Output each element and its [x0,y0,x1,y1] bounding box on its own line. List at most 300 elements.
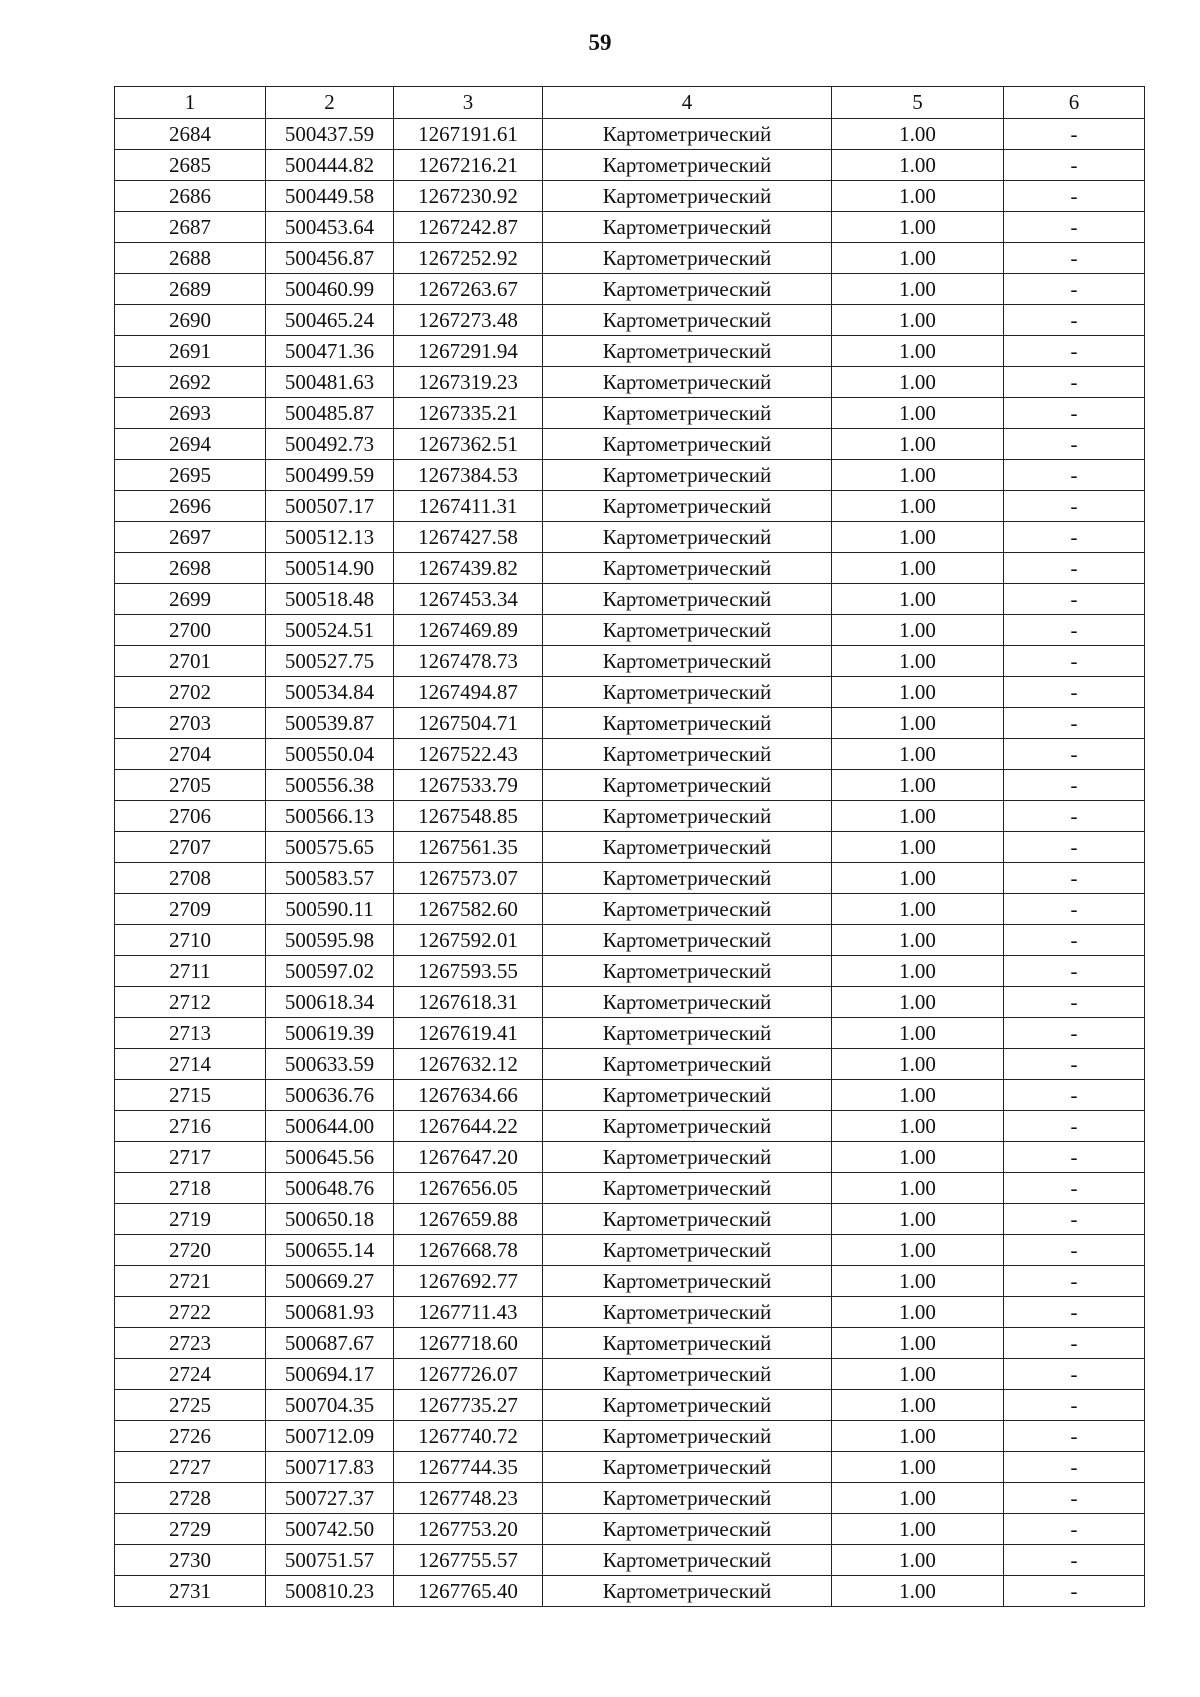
header-cell-6: 6 [1004,87,1145,119]
cell-note: - [1004,336,1145,367]
cell-note: - [1004,739,1145,770]
cell-point-number: 2712 [115,987,266,1018]
cell-method: Картометрический [543,1204,832,1235]
cell-method: Картометрический [543,987,832,1018]
cell-point-number: 2713 [115,1018,266,1049]
cell-coord-y: 1267469.89 [394,615,543,646]
cell-point-number: 2720 [115,1235,266,1266]
cell-accuracy: 1.00 [832,1452,1004,1483]
cell-accuracy: 1.00 [832,336,1004,367]
cell-coord-y: 1267765.40 [394,1576,543,1607]
cell-coord-x: 500681.93 [266,1297,394,1328]
cell-point-number: 2718 [115,1173,266,1204]
cell-method: Картометрический [543,305,832,336]
cell-point-number: 2728 [115,1483,266,1514]
cell-coord-x: 500534.84 [266,677,394,708]
cell-coord-y: 1267384.53 [394,460,543,491]
cell-coord-y: 1267656.05 [394,1173,543,1204]
cell-method: Картометрический [543,956,832,987]
cell-method: Картометрический [543,1514,832,1545]
table-row [115,615,1145,646]
cell-coord-y: 1267494.87 [394,677,543,708]
cell-coord-x: 500595.98 [266,925,394,956]
cell-accuracy: 1.00 [832,1390,1004,1421]
cell-method: Картометрический [543,1390,832,1421]
cell-accuracy: 1.00 [832,894,1004,925]
cell-note: - [1004,1080,1145,1111]
cell-accuracy: 1.00 [832,1173,1004,1204]
cell-coord-x: 500444.82 [266,150,394,181]
cell-point-number: 2692 [115,367,266,398]
header-cell-2: 2 [266,87,394,119]
cell-note: - [1004,801,1145,832]
cell-coord-x: 500618.34 [266,987,394,1018]
cell-coord-x: 500556.38 [266,770,394,801]
cell-note: - [1004,367,1145,398]
cell-note: - [1004,925,1145,956]
cell-accuracy: 1.00 [832,1018,1004,1049]
cell-coord-y: 1267291.94 [394,336,543,367]
cell-note: - [1004,770,1145,801]
cell-coord-y: 1267522.43 [394,739,543,770]
cell-point-number: 2695 [115,460,266,491]
table-row [115,956,1145,987]
cell-accuracy: 1.00 [832,522,1004,553]
cell-note: - [1004,274,1145,305]
table-row [115,1545,1145,1576]
cell-accuracy: 1.00 [832,1297,1004,1328]
cell-point-number: 2709 [115,894,266,925]
cell-coord-x: 500527.75 [266,646,394,677]
cell-coord-y: 1267593.55 [394,956,543,987]
cell-point-number: 2729 [115,1514,266,1545]
cell-point-number: 2725 [115,1390,266,1421]
cell-coord-y: 1267644.22 [394,1111,543,1142]
cell-coord-x: 500550.04 [266,739,394,770]
cell-note: - [1004,150,1145,181]
cell-coord-x: 500437.59 [266,119,394,150]
table-row [115,1049,1145,1080]
cell-method: Картометрический [543,336,832,367]
table-row [115,1390,1145,1421]
cell-coord-y: 1267427.58 [394,522,543,553]
cell-note: - [1004,243,1145,274]
cell-method: Картометрический [543,150,832,181]
cell-accuracy: 1.00 [832,770,1004,801]
cell-coord-x: 500742.50 [266,1514,394,1545]
cell-coord-x: 500514.90 [266,553,394,584]
cell-note: - [1004,1142,1145,1173]
cell-coord-x: 500465.24 [266,305,394,336]
cell-accuracy: 1.00 [832,677,1004,708]
cell-method: Картометрический [543,584,832,615]
cell-method: Картометрический [543,770,832,801]
cell-point-number: 2715 [115,1080,266,1111]
cell-method: Картометрический [543,1328,832,1359]
cell-method: Картометрический [543,460,832,491]
cell-coord-x: 500648.76 [266,1173,394,1204]
cell-accuracy: 1.00 [832,1049,1004,1080]
cell-method: Картометрический [543,1080,832,1111]
cell-method: Картометрический [543,1576,832,1607]
cell-accuracy: 1.00 [832,1421,1004,1452]
cell-point-number: 2714 [115,1049,266,1080]
cell-method: Картометрический [543,1049,832,1080]
cell-coord-y: 1267362.51 [394,429,543,460]
cell-note: - [1004,894,1145,925]
cell-coord-y: 1267659.88 [394,1204,543,1235]
cell-coord-x: 500524.51 [266,615,394,646]
cell-note: - [1004,708,1145,739]
cell-method: Картометрический [543,553,832,584]
cell-point-number: 2722 [115,1297,266,1328]
cell-method: Картометрический [543,398,832,429]
cell-coord-y: 1267711.43 [394,1297,543,1328]
cell-point-number: 2711 [115,956,266,987]
table-row [115,1514,1145,1545]
cell-note: - [1004,956,1145,987]
table-row [115,894,1145,925]
cell-coord-x: 500655.14 [266,1235,394,1266]
cell-accuracy: 1.00 [832,491,1004,522]
cell-method: Картометрический [543,243,832,274]
cell-method: Картометрический [543,212,832,243]
cell-accuracy: 1.00 [832,615,1004,646]
cell-note: - [1004,491,1145,522]
cell-method: Картометрический [543,1266,832,1297]
cell-point-number: 2719 [115,1204,266,1235]
cell-point-number: 2726 [115,1421,266,1452]
cell-coord-x: 500499.59 [266,460,394,491]
cell-point-number: 2688 [115,243,266,274]
cell-coord-x: 500650.18 [266,1204,394,1235]
cell-coord-y: 1267748.23 [394,1483,543,1514]
header-cell-5: 5 [832,87,1004,119]
cell-coord-x: 500727.37 [266,1483,394,1514]
cell-coord-y: 1267647.20 [394,1142,543,1173]
cell-accuracy: 1.00 [832,863,1004,894]
cell-coord-y: 1267478.73 [394,646,543,677]
table-row [115,1173,1145,1204]
table-row [115,119,1145,150]
table-row [115,553,1145,584]
cell-accuracy: 1.00 [832,460,1004,491]
cell-method: Картометрический [543,894,832,925]
cell-coord-x: 500471.36 [266,336,394,367]
cell-coord-x: 500539.87 [266,708,394,739]
cell-coord-y: 1267692.77 [394,1266,543,1297]
table-row [115,1142,1145,1173]
table-row [115,1235,1145,1266]
cell-accuracy: 1.00 [832,1328,1004,1359]
cell-point-number: 2701 [115,646,266,677]
cell-point-number: 2721 [115,1266,266,1297]
cell-method: Картометрический [543,1452,832,1483]
cell-note: - [1004,1545,1145,1576]
cell-coord-y: 1267632.12 [394,1049,543,1080]
table-row [115,429,1145,460]
cell-coord-y: 1267191.61 [394,119,543,150]
table-row [115,367,1145,398]
table-row [115,243,1145,274]
header-cell-3: 3 [394,87,543,119]
table-row [115,305,1145,336]
cell-method: Картометрический [543,367,832,398]
cell-point-number: 2723 [115,1328,266,1359]
cell-method: Картометрический [543,181,832,212]
cell-accuracy: 1.00 [832,150,1004,181]
table-row [115,212,1145,243]
cell-note: - [1004,584,1145,615]
cell-coord-y: 1267453.34 [394,584,543,615]
cell-accuracy: 1.00 [832,584,1004,615]
cell-point-number: 2727 [115,1452,266,1483]
cell-coord-x: 500645.56 [266,1142,394,1173]
cell-note: - [1004,1173,1145,1204]
cell-coord-x: 500717.83 [266,1452,394,1483]
cell-point-number: 2710 [115,925,266,956]
cell-point-number: 2684 [115,119,266,150]
table-row [115,522,1145,553]
cell-coord-x: 500694.17 [266,1359,394,1390]
cell-method: Картометрический [543,739,832,770]
cell-accuracy: 1.00 [832,708,1004,739]
cell-point-number: 2716 [115,1111,266,1142]
table-row [115,739,1145,770]
cell-accuracy: 1.00 [832,212,1004,243]
cell-accuracy: 1.00 [832,1545,1004,1576]
cell-note: - [1004,615,1145,646]
cell-method: Картометрический [543,1421,832,1452]
cell-coord-y: 1267439.82 [394,553,543,584]
cell-note: - [1004,212,1145,243]
cell-note: - [1004,1483,1145,1514]
cell-coord-x: 500518.48 [266,584,394,615]
cell-accuracy: 1.00 [832,1266,1004,1297]
table-row [115,925,1145,956]
cell-accuracy: 1.00 [832,1576,1004,1607]
cell-note: - [1004,863,1145,894]
cell-method: Картометрический [543,1359,832,1390]
cell-point-number: 2689 [115,274,266,305]
cell-point-number: 2696 [115,491,266,522]
cell-coord-x: 500449.58 [266,181,394,212]
cell-coord-y: 1267634.66 [394,1080,543,1111]
page-number: 59 [588,30,612,55]
cell-note: - [1004,1297,1145,1328]
cell-note: - [1004,1514,1145,1545]
table-row [115,1328,1145,1359]
header-row [115,87,1145,119]
table-row [115,1297,1145,1328]
cell-method: Картометрический [543,1235,832,1266]
cell-note: - [1004,832,1145,863]
cell-coord-x: 500751.57 [266,1545,394,1576]
cell-note: - [1004,1266,1145,1297]
cell-note: - [1004,1204,1145,1235]
cell-note: - [1004,398,1145,429]
table-header [115,87,1145,119]
cell-accuracy: 1.00 [832,429,1004,460]
cell-coord-x: 500456.87 [266,243,394,274]
cell-coord-y: 1267744.35 [394,1452,543,1483]
cell-method: Картометрический [543,429,832,460]
cell-coord-y: 1267582.60 [394,894,543,925]
cell-note: - [1004,1235,1145,1266]
cell-point-number: 2717 [115,1142,266,1173]
cell-accuracy: 1.00 [832,119,1004,150]
cell-accuracy: 1.00 [832,1111,1004,1142]
cell-point-number: 2702 [115,677,266,708]
cell-accuracy: 1.00 [832,1142,1004,1173]
table-row [115,1204,1145,1235]
cell-accuracy: 1.00 [832,553,1004,584]
table-row [115,1359,1145,1390]
cell-method: Картометрический [543,1018,832,1049]
cell-coord-y: 1267411.31 [394,491,543,522]
table-row [115,274,1145,305]
cell-method: Картометрический [543,677,832,708]
cell-method: Картометрический [543,832,832,863]
cell-accuracy: 1.00 [832,1483,1004,1514]
table-row [115,646,1145,677]
cell-accuracy: 1.00 [832,925,1004,956]
cell-coord-y: 1267216.21 [394,150,543,181]
cell-accuracy: 1.00 [832,1204,1004,1235]
cell-accuracy: 1.00 [832,646,1004,677]
cell-note: - [1004,1452,1145,1483]
cell-coord-y: 1267504.71 [394,708,543,739]
header-cell-1: 1 [115,87,266,119]
cell-accuracy: 1.00 [832,274,1004,305]
table-row [115,1576,1145,1607]
cell-coord-y: 1267273.48 [394,305,543,336]
cell-note: - [1004,1421,1145,1452]
cell-point-number: 2700 [115,615,266,646]
cell-accuracy: 1.00 [832,243,1004,274]
table-row [115,584,1145,615]
cell-accuracy: 1.00 [832,739,1004,770]
cell-method: Картометрический [543,925,832,956]
cell-coord-y: 1267735.27 [394,1390,543,1421]
cell-point-number: 2694 [115,429,266,460]
cell-method: Картометрический [543,1142,832,1173]
cell-coord-x: 500481.63 [266,367,394,398]
table-row [115,801,1145,832]
cell-coord-y: 1267668.78 [394,1235,543,1266]
cell-method: Картометрический [543,1111,832,1142]
cell-coord-x: 500619.39 [266,1018,394,1049]
cell-point-number: 2699 [115,584,266,615]
table-row [115,491,1145,522]
cell-coord-x: 500512.13 [266,522,394,553]
cell-method: Картометрический [543,615,832,646]
cell-note: - [1004,460,1145,491]
cell-coord-x: 500669.27 [266,1266,394,1297]
cell-coord-y: 1267263.67 [394,274,543,305]
cell-point-number: 2707 [115,832,266,863]
cell-coord-x: 500492.73 [266,429,394,460]
cell-coord-y: 1267252.92 [394,243,543,274]
table-row [115,1452,1145,1483]
cell-accuracy: 1.00 [832,367,1004,398]
cell-method: Картометрический [543,708,832,739]
cell-accuracy: 1.00 [832,305,1004,336]
cell-point-number: 2724 [115,1359,266,1390]
cell-note: - [1004,1049,1145,1080]
cell-coord-y: 1267533.79 [394,770,543,801]
cell-coord-x: 500575.65 [266,832,394,863]
cell-accuracy: 1.00 [832,801,1004,832]
cell-note: - [1004,305,1145,336]
header-cell-4: 4 [543,87,832,119]
table-row [115,398,1145,429]
cell-method: Картометрический [543,119,832,150]
cell-coord-y: 1267319.23 [394,367,543,398]
cell-coord-y: 1267718.60 [394,1328,543,1359]
cell-coord-y: 1267561.35 [394,832,543,863]
cell-point-number: 2690 [115,305,266,336]
cell-point-number: 2703 [115,708,266,739]
table-row [115,460,1145,491]
cell-method: Картометрический [543,1545,832,1576]
cell-note: - [1004,522,1145,553]
table-row [115,863,1145,894]
cell-note: - [1004,1359,1145,1390]
cell-note: - [1004,1328,1145,1359]
cell-note: - [1004,553,1145,584]
cell-point-number: 2687 [115,212,266,243]
table-row [115,336,1145,367]
cell-note: - [1004,1018,1145,1049]
cell-accuracy: 1.00 [832,181,1004,212]
cell-note: - [1004,181,1145,212]
cell-coord-y: 1267726.07 [394,1359,543,1390]
table-row [115,708,1145,739]
cell-coord-x: 500810.23 [266,1576,394,1607]
cell-method: Картометрический [543,1483,832,1514]
cell-point-number: 2708 [115,863,266,894]
cell-accuracy: 1.00 [832,398,1004,429]
cell-coord-x: 500590.11 [266,894,394,925]
table-row [115,1080,1145,1111]
cell-note: - [1004,646,1145,677]
table-row [115,770,1145,801]
cell-coord-x: 500704.35 [266,1390,394,1421]
cell-coord-x: 500712.09 [266,1421,394,1452]
cell-coord-y: 1267753.20 [394,1514,543,1545]
table-row [115,1111,1145,1142]
cell-note: - [1004,677,1145,708]
table-row [115,987,1145,1018]
cell-method: Картометрический [543,801,832,832]
cell-note: - [1004,1576,1145,1607]
cell-method: Картометрический [543,274,832,305]
cell-accuracy: 1.00 [832,1235,1004,1266]
cell-coord-y: 1267755.57 [394,1545,543,1576]
cell-method: Картометрический [543,522,832,553]
table-row [115,1421,1145,1452]
cell-point-number: 2697 [115,522,266,553]
cell-coord-y: 1267548.85 [394,801,543,832]
cell-coord-x: 500644.00 [266,1111,394,1142]
cell-method: Картометрический [543,1297,832,1328]
cell-coord-y: 1267619.41 [394,1018,543,1049]
cell-coord-y: 1267242.87 [394,212,543,243]
cell-accuracy: 1.00 [832,1359,1004,1390]
cell-note: - [1004,1111,1145,1142]
cell-note: - [1004,987,1145,1018]
